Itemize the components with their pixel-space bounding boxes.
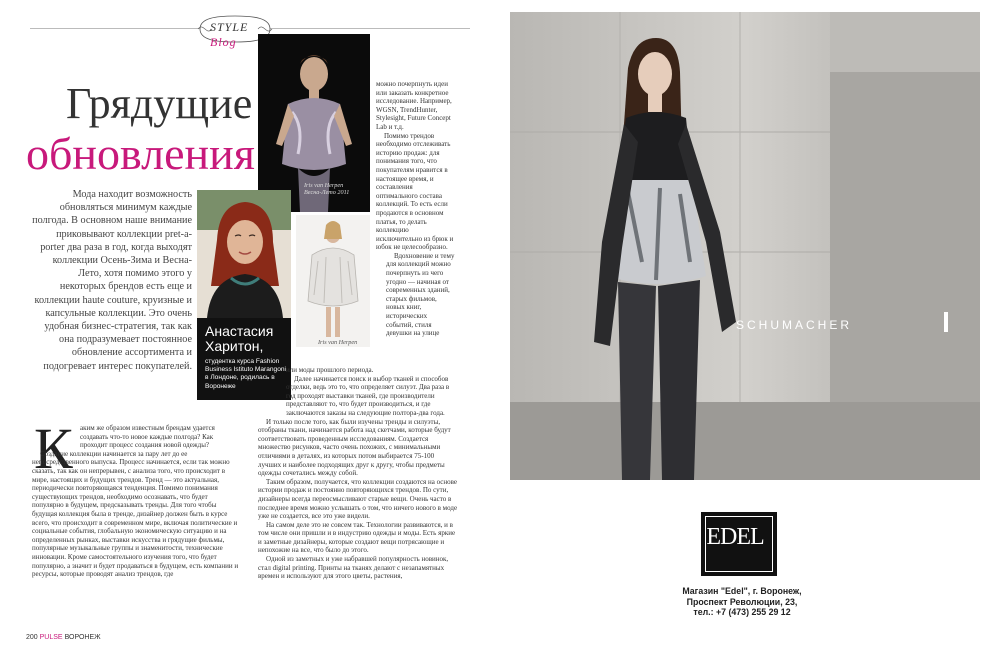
style-blog-label: STYLE Blog — [210, 20, 249, 49]
logo-wordmark: EDEL — [706, 524, 764, 550]
right-page — [497, 0, 995, 656]
runway-photo-2 — [296, 215, 370, 347]
address-line-2: Проспект Революции, 23, — [686, 596, 798, 607]
article-column-middle: или моды прошлого периода. Далее начинается поиск и выбор тканей и способов отделки, ведь это то, что определяет силуэт. Два раза в год проходят выставки тканей, где производители представляют то, что будет производиться, и где заключаются заказы на следующие полтора-два года. И только после того, как были изучены тренды и силуэты, отобраны ткани, начинается работа над скетчами, которые будут соответствовать проведенным исследованиям. Создается множество рисунков, часто очень похожих, с минимальными отличиями в деталях, из которых потом выбирается 75-100 лучших и наиболее подходящих друг к другу, чтобы предметы одежды сочетались между собой. Таким образом, получается, что коллекции создаются на основе истории продаж и постоянно повторяющихся трендов. По сути, дизайнеры всегда переосмысливают старые вещи. Очень часто в последнее время можно услышать о том, что ничего нового в моде уже не создается, все это уже видели. На самом деле это не совсем так. Технологии развиваются, и в том числе они пришли и в индустрию одежды и моды. Есть яркие и заметные дизайнеры, которые создают вещи потрясающие и непохожие на все, что было до этого. Одной из заметных и уже набравшей популярность новинок, стал digital printing. Принты на тканях делают с незапамятных времен и используют для этого цветы, растения, — [258, 366, 458, 581]
author-portrait-photo — [197, 190, 291, 318]
store-address — [647, 586, 837, 618]
brand-bar-mark — [944, 312, 948, 332]
magazine-city: ВОРОНЕЖ — [64, 634, 101, 641]
photo1-caption: Iris van Herpen Весна-Лето 2011 — [304, 182, 350, 196]
sculptural-dress-image — [296, 215, 370, 347]
runway-photo-1 — [258, 34, 370, 212]
page-folio — [26, 634, 101, 641]
address-line-1: Магазин "Edel", г. Воронеж, — [682, 586, 802, 596]
article-title-line1: Грядущие — [66, 79, 253, 128]
author-description: студентка курса Fashion Business Istituto Marangoni в Лондоне, родилась в Воронеже — [205, 358, 286, 390]
schumacher-ad-photo — [510, 12, 980, 480]
lead-paragraph: Мода находит возможность обновляться минимум каждые полгода. В основном наше внимание приковывают коллекции pret-a-porter два раза в год, когда выходят коллекции Осень-Зима и Весна-Лето, хотя помимо этого у некоторых брендов есть еще и коллекции haute couture, круизные и капсульные коллекции. Это очень удобная бизнес-стратегия, так как она подразумевает постоянное обновление ассортимента и подогревает интерес покупателей. — [32, 189, 192, 372]
page-number: 200 — [26, 634, 38, 641]
drop-cap: К — [34, 416, 73, 481]
edel-store-logo — [701, 512, 777, 576]
author-name: Анастасия Харитон, — [205, 323, 274, 354]
left-page — [0, 0, 497, 656]
magazine-brand: PULSE — [39, 634, 63, 641]
schumacher-brand-label: SCHUMACHER — [736, 318, 853, 332]
ad-model-image — [510, 12, 980, 480]
article-column-left: аким же образом известным брендам удается создавать что-то новое каждые полгода? Как проходит процесс создания новой одежды? Создание коллекции начинается за пару лет до ее непосредственного выпуска. Процесс начинается, если так можно сказать, так как он непрерывен, с анализа того, что происходит в мире, настоящих и будущих трендов. Тренд — это актуальная, периодически повторяющаяся тенденция. Помимо понимания существующих трендов, необходимо осознавать, что будет популярно в будущем, предсказывать тренды. Для того чтобы будущая коллекция была в тренде, дизайнер должен быть в курсе всего, что происходит в современном мире, включая политические и социальные события, глобальную экономическую ситуацию и на определенных рынках, выставки искусства и грядущие фильмы, популярные музыкальные группы и знаменитости, технические инновации. Кроме самостоятельного изучения того, что будет популярно, а значит и будет продаваться в будущем, есть компании и ресурсы, которые проводят анализ трендов, где — [32, 424, 239, 579]
author-portrait-image — [197, 190, 291, 318]
photo2-caption: Iris van Herpen — [318, 339, 358, 346]
article-column-right-top: можно почерпнуть идеи или заказать конкретное исследование. Например, WGSN, TrendHunter, Stylesight, Future Concept Lab и т.д. Помимо трендов необходимо отслеживать историю продаж: для понимания того, что покупателям нравится в настоящее время, и составления оптимального состава коллекций. То есть если продаются в основном платья, то делать коллекцию исключительно из брюк и юбок не целесообразно. Вдохновение и тему для коллекций можно почерпнуть из чего угодно — начиная от современных зданий, старых фильмов, новых книг, исторических событий, стиля девушки на улице — [376, 80, 455, 338]
address-line-3: тел.: +7 (473) 255 29 12 — [693, 607, 791, 617]
article-title-line2: обновления — [26, 128, 255, 179]
